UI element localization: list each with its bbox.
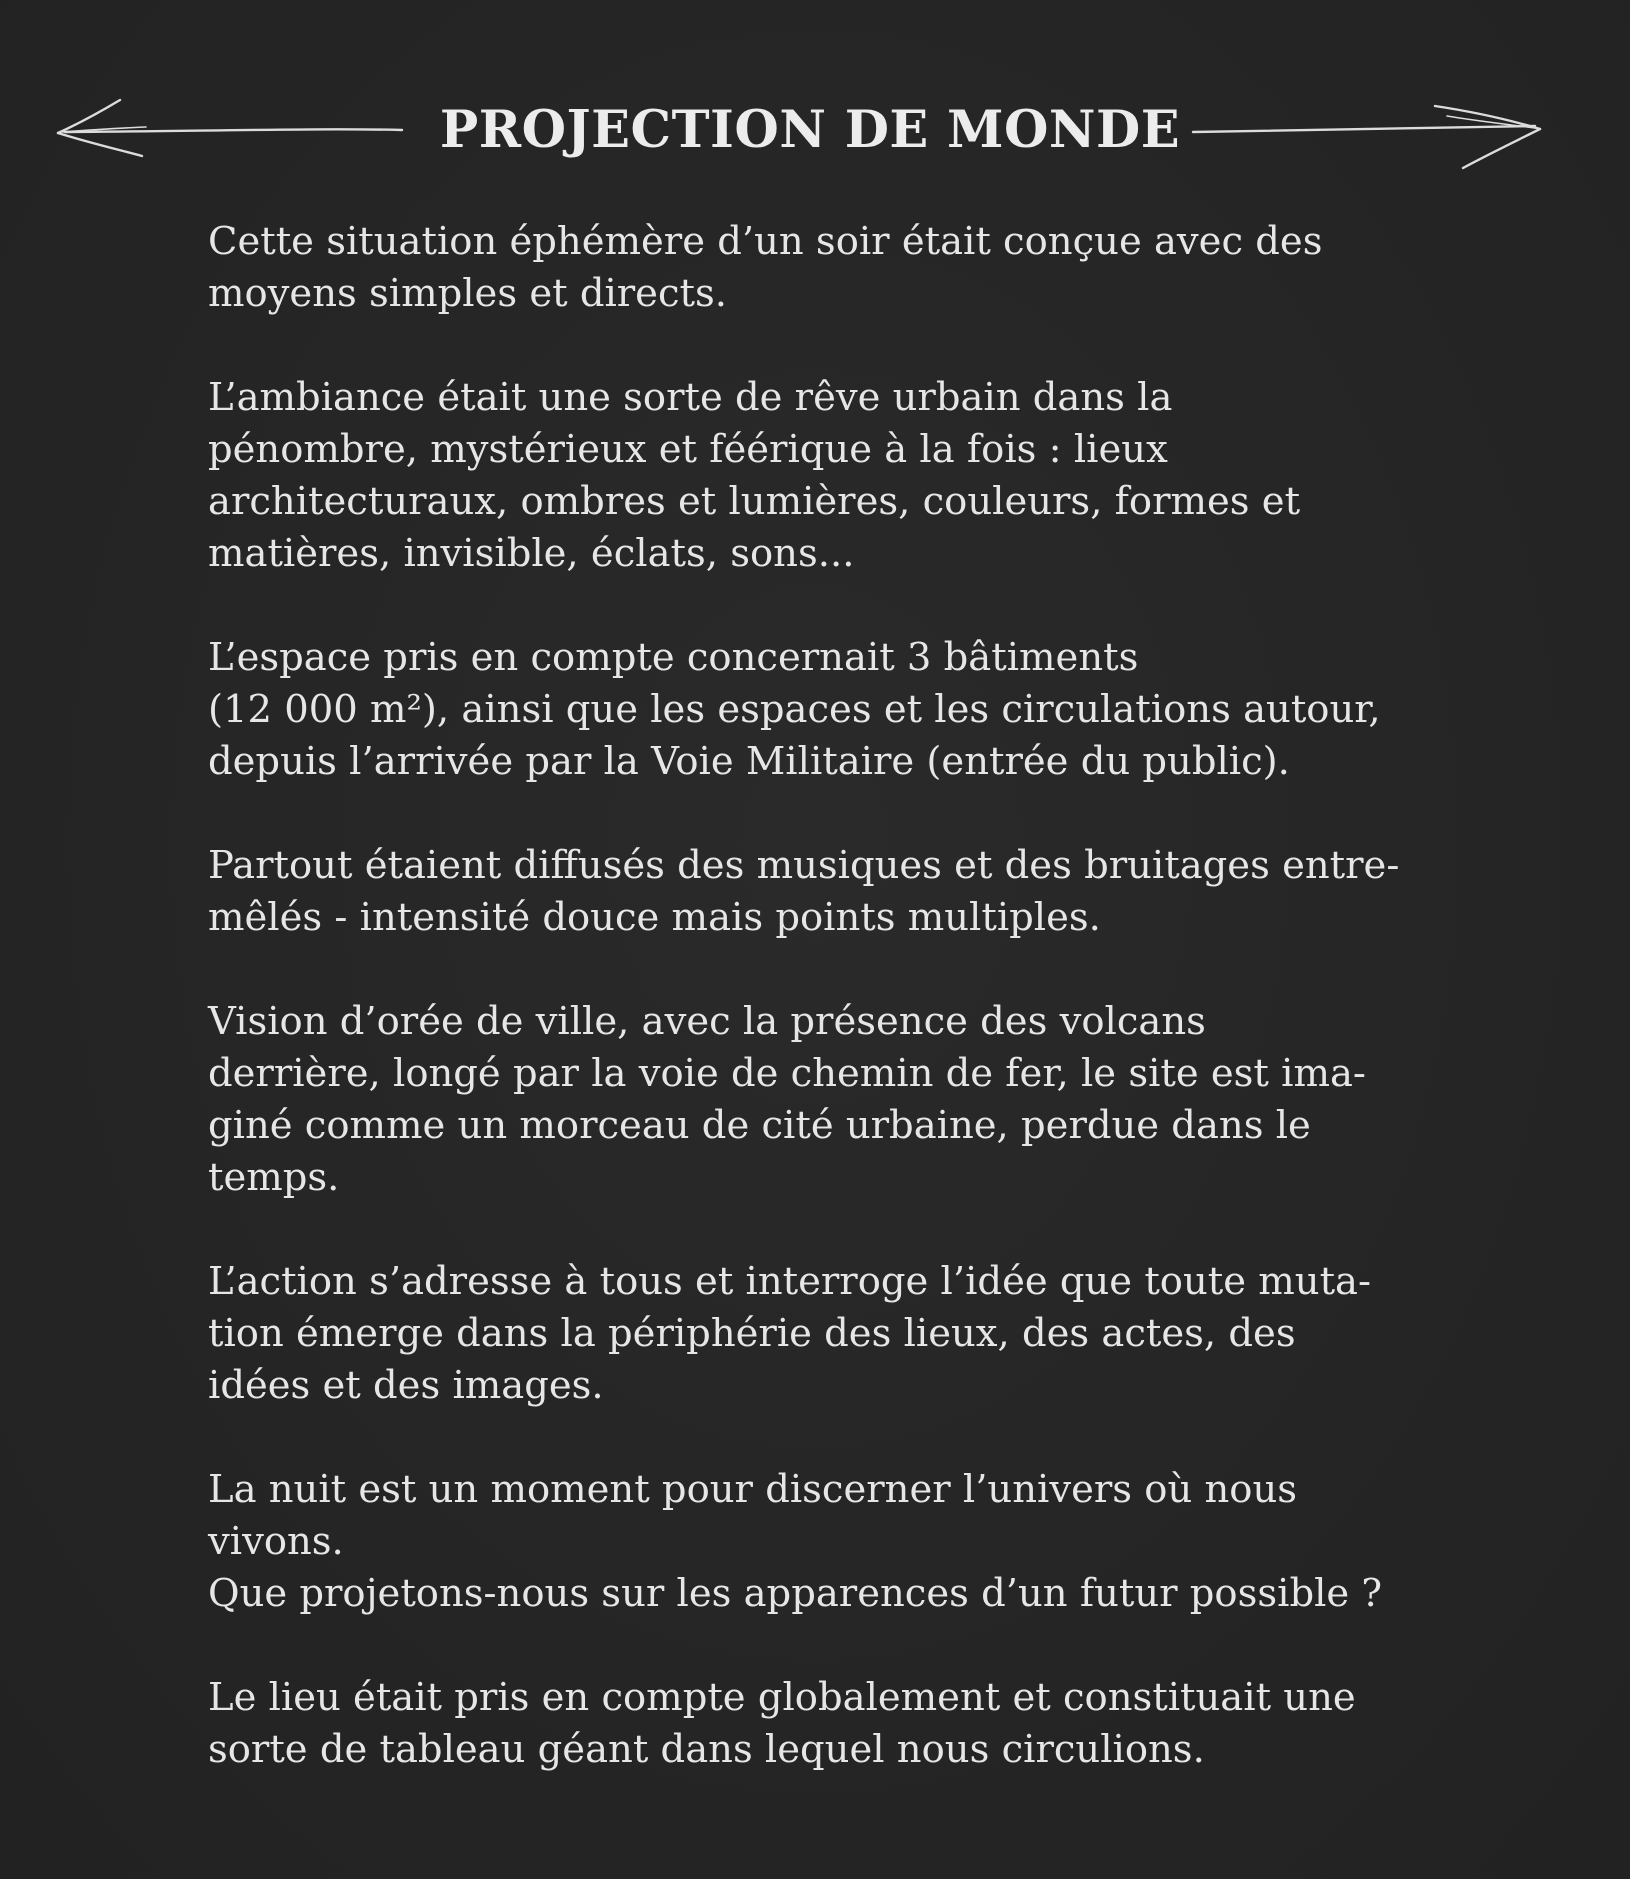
hand-drawn-left-arrow-icon (50, 88, 410, 178)
text-line: tion émerge dans la périphérie des lieux, des actes, des (208, 1311, 1296, 1356)
text-line: moyens simples et directs. (208, 271, 727, 316)
paragraph (208, 840, 1408, 944)
text-line: architecturaux, ombres et lumières, couleurs, formes et (208, 479, 1301, 524)
text-line: vivons. (208, 1519, 344, 1564)
paragraph (208, 216, 1408, 320)
text-line: pénombre, mystérieux et féérique à la fois : lieux (208, 427, 1168, 472)
text-line: giné comme un morceau de cité urbaine, perdue dans le (208, 1103, 1311, 1148)
paragraph (208, 996, 1408, 1204)
page-title: PROJECTION DE MONDE (439, 100, 1181, 160)
paragraph (208, 1464, 1408, 1620)
text-line: idées et des images. (208, 1363, 604, 1408)
hand-drawn-right-arrow-icon (1185, 88, 1545, 178)
paragraph (208, 1256, 1408, 1412)
body-text (208, 216, 1408, 1828)
text-line: matières, invisible, éclats, sons... (208, 531, 855, 576)
text-line: Le lieu était pris en compte globalement et constituait une (208, 1675, 1356, 1720)
text-line: L’action s’adresse à tous et interroge l’idée que toute muta- (208, 1259, 1372, 1304)
paragraph (208, 1672, 1408, 1776)
text-line: derrière, longé par la voie de chemin de fer, le site est ima- (208, 1051, 1366, 1096)
text-line: Cette situation éphémère d’un soir était conçue avec des (208, 219, 1323, 264)
text-line: mêlés - intensité douce mais points multiples. (208, 895, 1101, 940)
title-row (0, 88, 1630, 178)
text-line: La nuit est un moment pour discerner l’univers où nous (208, 1467, 1298, 1512)
text-line: depuis l’arrivée par la Voie Militaire (entrée du public). (208, 739, 1290, 784)
text-line: Partout étaient diffusés des musiques et des bruitages entre- (208, 843, 1400, 888)
text-line: L’espace pris en compte concernait 3 bâtiments (208, 635, 1139, 680)
paragraph (208, 372, 1408, 580)
text-line: L’ambiance était une sorte de rêve urbain dans la (208, 375, 1173, 420)
paragraph (208, 632, 1408, 788)
text-line: Que projetons-nous sur les apparences d’un futur possible ? (208, 1571, 1383, 1616)
text-line: temps. (208, 1155, 340, 1200)
text-line: (12 000 m²), ainsi que les espaces et les circulations autour, (208, 687, 1381, 732)
text-line: Vision d’orée de ville, avec la présence des volcans (208, 999, 1206, 1044)
text-line: sorte de tableau géant dans lequel nous circulions. (208, 1727, 1205, 1772)
